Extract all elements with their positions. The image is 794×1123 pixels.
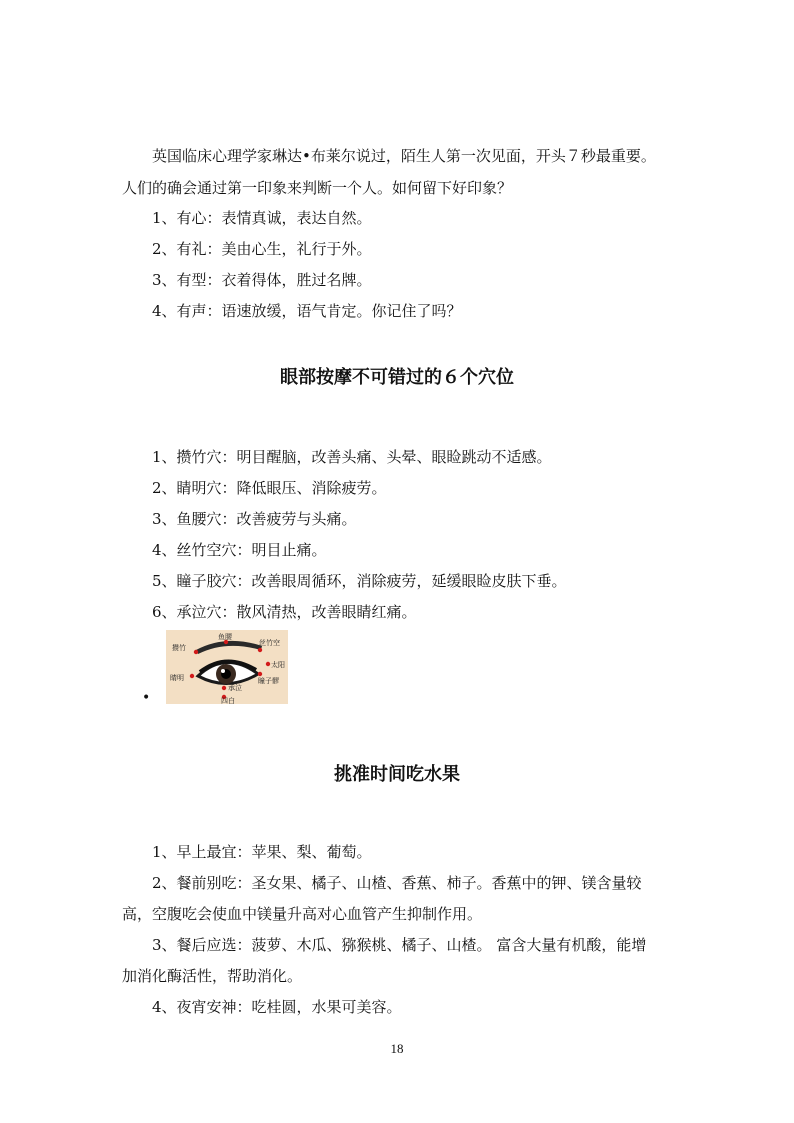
acupoint-dot-zanzhu [194, 650, 198, 654]
acupoint-item-6: 6、承泣穴：散风清热，改善眼睛红痛。 [152, 603, 417, 621]
acupoint-dot-jingming [190, 674, 194, 678]
acupoint-item-5: 5、瞳子胶穴：改善眼周循环，消除疲劳，延缓眼睑皮肤下垂。 [152, 572, 567, 590]
label-jingming: 睛明 [170, 674, 184, 682]
label-chengqi: 承泣 [228, 684, 242, 692]
acupoint-item-1: 1、攒竹穴：明目醒脑，改善头痛、头晕、眼睑跳动不适感。 [152, 448, 552, 466]
acupoint-dot-tongziliao [258, 672, 262, 676]
intro-line-1: 英国临床心理学家琳达•布莱尔说过，陌生人第一次见面，开头７秒最重要。 [152, 147, 656, 165]
label-sizhukong: 丝竹空 [259, 639, 280, 647]
section-fruit-title: 挑准时间吃水果 [334, 764, 460, 785]
impression-tip-2: 2、有礼：美由心生，礼行于外。 [152, 240, 372, 258]
fruit-item-1: 1、早上最宜：苹果、梨、葡萄。 [152, 843, 372, 861]
section-eye-title: 眼部按摩不可错过的６个穴位 [280, 367, 514, 388]
acupoint-dot-chengqi [222, 686, 226, 690]
eye-acupoint-illustration [166, 630, 288, 704]
eye-highlight [221, 669, 225, 673]
label-tongziliao: 瞳子髎 [258, 677, 279, 685]
label-taiyang: 太阳 [271, 661, 285, 669]
page-number: 18 [390, 1041, 404, 1056]
impression-tip-1: 1、有心：表情真诚，表达自然。 [152, 209, 372, 227]
fruit-item-2-line-1: 2、餐前别吃：圣女果、橘子、山楂、香蕉、柿子。香蕉中的钾、镁含量较 [152, 874, 642, 892]
intro-line-2: 人们的确会通过第一印象来判断一个人。如何留下好印象？ [122, 179, 513, 197]
acupoint-item-2: 2、睛明穴：降低眼压、消除疲劳。 [152, 479, 387, 497]
fruit-item-3-line-2: 加消化酶活性，帮助消化。 [122, 967, 303, 985]
fruit-item-4: 4、夜宵安神：吃桂圆，水果可美容。 [152, 998, 402, 1016]
acupoint-dot-taiyang [266, 662, 270, 666]
label-yuyao: 鱼腰 [218, 633, 232, 641]
list-bullet: • [142, 690, 151, 706]
acupoint-item-4: 4、丝竹空穴：明目止痛。 [152, 541, 327, 559]
acupoint-item-3: 3、鱼腰穴：改善疲劳与头痛。 [152, 510, 357, 528]
impression-tip-3: 3、有型：衣着得体，胜过名牌。 [152, 271, 372, 289]
eye-acupoint-figure [166, 630, 288, 704]
label-sibai: 四白 [221, 697, 235, 704]
label-zanzhu: 攒竹 [172, 644, 186, 652]
impression-tip-4: 4、有声：语速放缓，语气肯定。你记住了吗？ [152, 302, 462, 320]
fruit-item-2-line-2: 高，空腹吃会使血中镁量升高对心血管产生抑制作用。 [122, 905, 483, 923]
acupoint-dot-sizhukong [258, 648, 262, 652]
fruit-item-3-line-1: 3、餐后应选：菠萝、木瓜、猕猴桃、橘子、山楂。 富含大量有机酸，能增 [152, 936, 647, 954]
